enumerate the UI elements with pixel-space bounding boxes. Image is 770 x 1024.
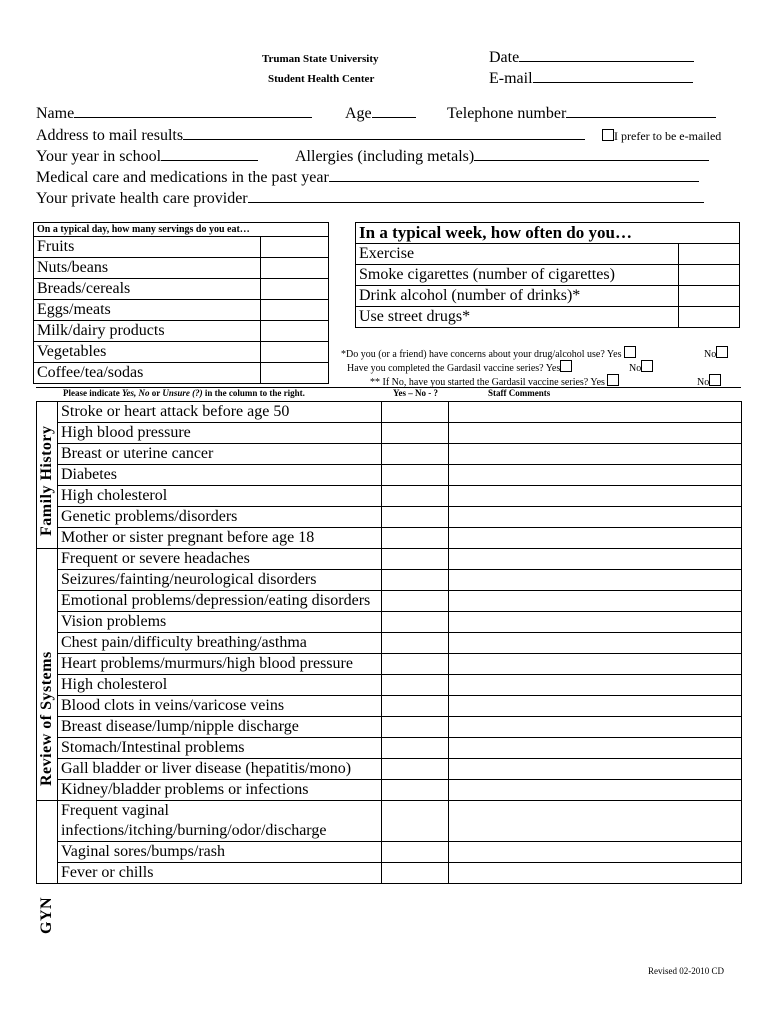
comment-cell[interactable] xyxy=(449,444,742,465)
yes-no-cell[interactable] xyxy=(382,528,449,549)
yes-no-cell[interactable] xyxy=(382,696,449,717)
comment-cell[interactable] xyxy=(449,863,742,884)
comment-cell[interactable] xyxy=(449,696,742,717)
yes-no-cell[interactable] xyxy=(382,717,449,738)
yes-no-cell[interactable] xyxy=(382,444,449,465)
gardasil-started-no-checkbox[interactable] xyxy=(709,374,721,386)
week-item: Exercise xyxy=(356,244,679,265)
medical-label: Medical care and medications in the past year xyxy=(36,169,329,186)
name-field[interactable] xyxy=(36,104,312,123)
year-field[interactable] xyxy=(36,147,258,166)
history-instruction xyxy=(63,388,305,398)
comment-cell[interactable] xyxy=(449,486,742,507)
emailed-label: I prefer to be e-mailed xyxy=(614,129,722,143)
date-field[interactable] xyxy=(489,48,694,67)
comment-cell[interactable] xyxy=(449,549,742,570)
systems-item: Breast disease/lump/nipple discharge xyxy=(58,717,382,738)
address-field[interactable] xyxy=(36,126,585,145)
diet-input[interactable] xyxy=(261,237,329,258)
comment-cell[interactable] xyxy=(449,654,742,675)
instruction-yes-no: Yes, No xyxy=(122,388,150,398)
comment-cell[interactable] xyxy=(449,675,742,696)
comment-cell[interactable] xyxy=(449,528,742,549)
drug-concern-yes-checkbox[interactable] xyxy=(624,346,636,358)
family-item: Mother or sister pregnant before age 18 xyxy=(58,528,382,549)
gardasil-completed-no-checkbox[interactable] xyxy=(641,360,653,372)
week-input[interactable] xyxy=(679,265,740,286)
week-item: Use street drugs* xyxy=(356,307,679,328)
diet-item: Breads/cereals xyxy=(34,279,261,300)
gardasil-completed-no xyxy=(629,360,653,374)
age-field[interactable] xyxy=(345,104,416,123)
diet-table xyxy=(33,222,329,384)
yes-no-cell[interactable] xyxy=(382,842,449,863)
telephone-label: Telephone number xyxy=(447,105,567,122)
yes-no-cell[interactable] xyxy=(382,612,449,633)
comment-cell[interactable] xyxy=(449,507,742,528)
yes-no-cell[interactable] xyxy=(382,633,449,654)
comment-cell[interactable] xyxy=(449,402,742,423)
systems-item: Frequent or severe headaches xyxy=(58,549,382,570)
instruction-text: Please indicate xyxy=(63,388,122,398)
comment-cell[interactable] xyxy=(449,633,742,654)
diet-item: Nuts/beans xyxy=(34,258,261,279)
family-item: Genetic problems/disorders xyxy=(58,507,382,528)
instruction-or: or xyxy=(149,388,163,398)
systems-item: Seizures/fainting/neurological disorders xyxy=(58,570,382,591)
provider-field[interactable] xyxy=(36,189,704,208)
yes-no-cell[interactable] xyxy=(382,675,449,696)
family-item: Stroke or heart attack before age 50 xyxy=(58,402,382,423)
family-history-label: Family History xyxy=(38,425,55,536)
comment-cell[interactable] xyxy=(449,423,742,444)
yes-no-cell[interactable] xyxy=(382,780,449,801)
drug-concern-no-checkbox[interactable] xyxy=(716,346,728,358)
drug-concern-text: *Do you (or a friend) have concerns about your drug/alcohol use? Yes xyxy=(341,349,622,360)
no-label: No xyxy=(697,377,710,388)
diet-item: Vegetables xyxy=(34,342,261,363)
gyn-item: Frequent vaginal infections/itching/burning/odor/discharge xyxy=(58,801,382,842)
family-item: Breast or uterine cancer xyxy=(58,444,382,465)
gyn-item: Vaginal sores/bumps/rash xyxy=(58,842,382,863)
yes-no-cell[interactable] xyxy=(382,486,449,507)
family-item: Diabetes xyxy=(58,465,382,486)
week-table xyxy=(355,222,740,328)
yes-no-cell[interactable] xyxy=(382,863,449,884)
yes-no-cell[interactable] xyxy=(382,759,449,780)
yes-no-cell[interactable] xyxy=(382,654,449,675)
comment-cell[interactable] xyxy=(449,801,742,842)
gardasil-started-text: ** If No, have you started the Gardasil vaccine series? Yes xyxy=(370,377,605,388)
gyn-section xyxy=(37,801,58,884)
diet-input[interactable] xyxy=(261,279,329,300)
week-input[interactable] xyxy=(679,286,740,307)
diet-input[interactable] xyxy=(261,300,329,321)
email-field[interactable] xyxy=(489,69,693,88)
family-item: High blood pressure xyxy=(58,423,382,444)
revision-note: Revised 02-2010 CD xyxy=(648,966,724,976)
yes-no-cell[interactable] xyxy=(382,402,449,423)
health-center-name: Student Health Center xyxy=(268,73,375,85)
telephone-field[interactable] xyxy=(447,104,716,123)
family-item: High cholesterol xyxy=(58,486,382,507)
yes-no-cell[interactable] xyxy=(382,738,449,759)
diet-input[interactable] xyxy=(261,258,329,279)
week-input[interactable] xyxy=(679,307,740,328)
yes-no-cell[interactable] xyxy=(382,570,449,591)
yes-no-cell[interactable] xyxy=(382,507,449,528)
gyn-item: Fever or chills xyxy=(58,863,382,884)
diet-input[interactable] xyxy=(261,363,329,384)
diet-item: Coffee/tea/sodas xyxy=(34,363,261,384)
no-label: No xyxy=(629,363,642,374)
week-header: In a typical week, how often do you… xyxy=(356,223,740,244)
no-label: No xyxy=(704,349,717,360)
gardasil-completed-question xyxy=(347,360,572,374)
gardasil-started-no xyxy=(697,374,721,388)
provider-label: Your private health care provider xyxy=(36,190,248,207)
gardasil-completed-text: Have you completed the Gardasil vaccine series? Yes xyxy=(347,363,561,374)
review-of-systems-label: Review of Systems xyxy=(38,651,55,786)
yes-no-cell[interactable] xyxy=(382,549,449,570)
drug-concern-no xyxy=(704,346,728,360)
systems-item: Heart problems/murmurs/high blood pressure xyxy=(58,654,382,675)
comment-cell[interactable] xyxy=(449,465,742,486)
gyn-label: GYN xyxy=(38,896,55,934)
medical-field[interactable] xyxy=(36,168,699,187)
gardasil-started-yes-checkbox[interactable] xyxy=(607,374,619,386)
systems-item: Gall bladder or liver disease (hepatitis/mono) xyxy=(58,759,382,780)
staff-comments-header: Staff Comments xyxy=(488,388,551,398)
email-label: E-mail xyxy=(489,70,533,87)
address-label: Address to mail results xyxy=(36,127,184,144)
systems-item: Vision problems xyxy=(58,612,382,633)
allergies-label: Allergies (including metals) xyxy=(295,148,475,165)
name-label: Name xyxy=(36,105,75,122)
emailed-checkbox[interactable] xyxy=(602,129,614,141)
systems-item: Kidney/bladder problems or infections xyxy=(58,780,382,801)
diet-item: Eggs/meats xyxy=(34,300,261,321)
diet-item: Milk/dairy products xyxy=(34,321,261,342)
comment-cell[interactable] xyxy=(449,570,742,591)
week-input[interactable] xyxy=(679,244,740,265)
year-label: Your year in school xyxy=(36,148,162,165)
gardasil-started-question xyxy=(370,374,619,388)
yes-no-cell[interactable] xyxy=(382,465,449,486)
week-item: Smoke cigarettes (number of cigarettes) xyxy=(356,265,679,286)
history-table xyxy=(36,401,742,884)
systems-item: Chest pain/difficulty breathing/asthma xyxy=(58,633,382,654)
diet-header: On a typical day, how many servings do you eat… xyxy=(34,223,329,237)
yes-no-cell[interactable] xyxy=(382,801,449,842)
comment-cell[interactable] xyxy=(449,717,742,738)
allergies-field[interactable] xyxy=(295,147,709,166)
comment-cell[interactable] xyxy=(449,780,742,801)
diet-input[interactable] xyxy=(261,321,329,342)
university-name: Truman State University xyxy=(262,53,379,65)
comment-cell[interactable] xyxy=(449,759,742,780)
comment-cell[interactable] xyxy=(449,738,742,759)
systems-item: Stomach/Intestinal problems xyxy=(58,738,382,759)
comment-cell[interactable] xyxy=(449,842,742,863)
date-label: Date xyxy=(489,49,520,66)
emailed-option[interactable] xyxy=(602,129,721,144)
yes-no-cell[interactable] xyxy=(382,591,449,612)
systems-item: Blood clots in veins/varicose veins xyxy=(58,696,382,717)
week-item: Drink alcohol (number of drinks)* xyxy=(356,286,679,307)
age-label: Age xyxy=(345,105,372,122)
instruction-text-end: in the column to the right. xyxy=(202,388,305,398)
diet-item: Fruits xyxy=(34,237,261,258)
instruction-unsure: Unsure (?) xyxy=(162,388,203,398)
diet-input[interactable] xyxy=(261,342,329,363)
comment-cell[interactable] xyxy=(449,591,742,612)
systems-item: Emotional problems/depression/eating disorders xyxy=(58,591,382,612)
yes-no-cell[interactable] xyxy=(382,423,449,444)
drug-concern-question xyxy=(341,346,636,360)
comment-cell[interactable] xyxy=(449,612,742,633)
gardasil-completed-yes-checkbox[interactable] xyxy=(560,360,572,372)
yes-no-column-header: Yes – No - ? xyxy=(393,388,438,398)
systems-item: High cholesterol xyxy=(58,675,382,696)
